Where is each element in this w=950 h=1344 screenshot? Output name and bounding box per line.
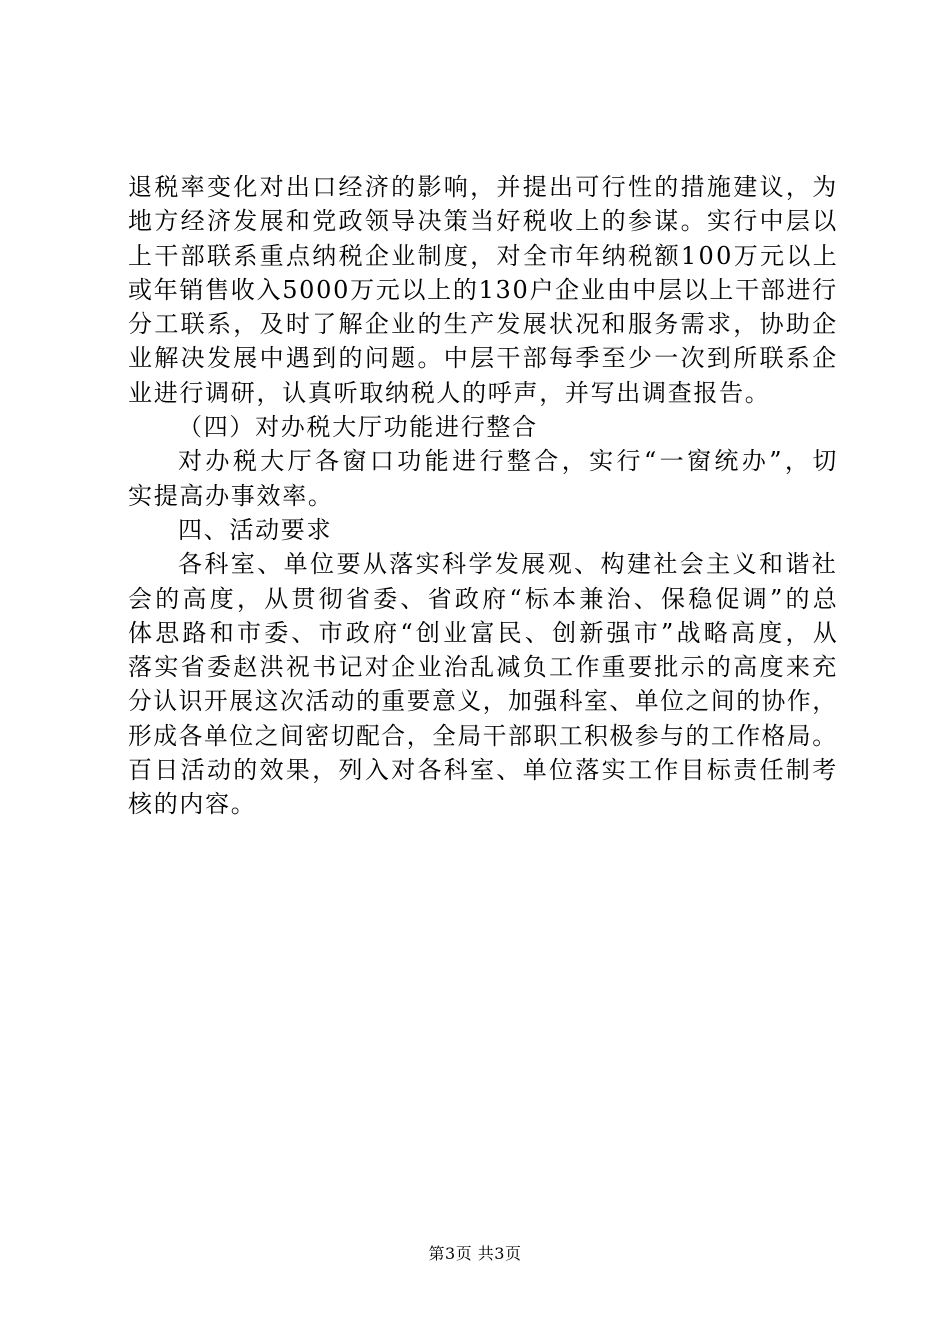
text-line: 落实省委赵洪祝书记对企业治乱减负工作重要批示的高度来充 [128,653,839,682]
page-footer [0,1243,950,1265]
text-line: 业进行调研，认真听取纳税人的呼声，并写出调查报告。 [128,378,771,407]
text-line: 对办税大厅各窗口功能进行整合，实行“一窗统办”，切 [178,447,840,476]
section-heading: （四）对办税大厅功能进行整合 [178,413,538,442]
text-line: 各科室、单位要从落实科学发展观、构建社会主义和谐社 [178,550,839,579]
text-line: 体思路和市委、市政府“创业富民、创新强市”战略高度，从 [128,618,840,647]
text-line: 形成各单位之间密切配合，全局干部职工积极参与的工作格局。 [128,721,838,750]
text-line: 分工联系，及时了解企业的生产发展状况和服务需求，协助企 [128,310,839,339]
page-number-label: 第3页 共3页 [428,1244,522,1263]
text-line: 实提高办事效率。 [128,481,334,510]
section-heading: 四、活动要求 [178,515,333,544]
text-line: 会的高度，从贯彻省委、省政府“标本兼治、保稳促调”的总 [128,584,840,613]
text-line: 地方经济发展和党政领导决策当好税收上的参谋。实行中层以 [128,207,839,236]
text-line: 或年销售收入5000万元以上的130户企业由中层以上干部进行 [128,275,838,304]
text-line: 百日活动的效果，列入对各科室、单位落实工作目标责任制考 [128,756,839,785]
text-line: 退税率变化对出口经济的影响，并提出可行性的措施建议，为 [128,173,839,201]
text-line: 核的内容。 [128,790,257,819]
text-line: 分认识开展这次活动的重要意义，加强科室、单位之间的协作， [128,687,838,716]
text-line: 业解决发展中遇到的问题。中层干部每季至少一次到所联系企 [128,344,839,373]
text-line: 上干部联系重点纳税企业制度，对全市年纳税额100万元以上 [128,241,840,270]
body-text [128,170,838,822]
